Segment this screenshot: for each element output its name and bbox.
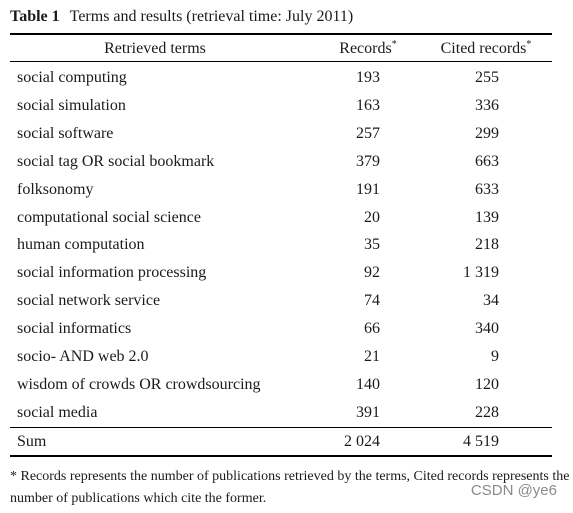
cited-cell: 633	[475, 180, 499, 198]
table-row	[10, 287, 552, 315]
term-cell: folksonomy	[17, 180, 94, 198]
records-cell: 163	[356, 96, 380, 114]
table-row	[10, 64, 552, 92]
table-row	[10, 148, 552, 176]
records-cell: 391	[356, 403, 380, 421]
table-row	[10, 371, 552, 399]
table-row	[10, 176, 552, 204]
records-cell: 20	[364, 208, 380, 226]
table-number: Table 1	[10, 8, 60, 25]
term-cell: social media	[17, 403, 98, 421]
cited-cell: 139	[475, 208, 499, 226]
header-rule	[10, 61, 552, 62]
watermark: CSDN @ye6	[470, 482, 557, 499]
sum-label: Sum	[17, 433, 47, 450]
table-row	[10, 204, 552, 232]
header-cited-records	[420, 35, 552, 63]
term-cell: computational social science	[17, 208, 201, 226]
header-records-marker: *	[391, 39, 397, 50]
cited-cell: 120	[475, 375, 499, 393]
term-cell: human computation	[17, 236, 145, 254]
term-cell: social informatics	[17, 320, 132, 338]
table-row	[10, 231, 552, 259]
cited-cell: 663	[475, 152, 499, 170]
cited-cell: 1 319	[463, 264, 499, 282]
records-cell: 140	[356, 375, 380, 393]
table-row	[10, 259, 552, 287]
table-row	[10, 343, 552, 371]
header-cited-marker: *	[526, 39, 532, 50]
cited-cell: 228	[475, 403, 499, 421]
table-title: Terms and results (retrieval time: July 2011)	[69, 8, 354, 25]
term-cell: socio- AND web 2.0	[17, 348, 149, 365]
term-cell: social computing	[17, 69, 127, 86]
sum-records: 2 024	[344, 433, 380, 450]
header-retrieved-terms: Retrieved terms	[104, 40, 206, 57]
records-cell: 257	[356, 124, 380, 142]
footnote-marker: *	[10, 469, 17, 484]
term-cell: wisdom of crowds OR crowdsourcing	[17, 375, 261, 393]
cited-cell: 299	[475, 124, 499, 142]
cited-cell: 34	[483, 292, 499, 310]
table-row	[10, 120, 552, 148]
footnote-text: Records represents the number of publications retrieved by the terms, Cited records represents the number of publications which cite the former.	[10, 469, 570, 506]
records-cell: 74	[364, 292, 380, 310]
records-cell: 21	[364, 348, 380, 365]
term-cell: social network service	[17, 292, 161, 310]
term-cell: social software	[17, 124, 114, 142]
header-records	[328, 35, 408, 63]
records-cell: 35	[364, 236, 380, 254]
cited-cell: 336	[475, 96, 499, 114]
table-row	[10, 315, 552, 343]
records-cell: 191	[356, 180, 380, 198]
cited-cell: 218	[475, 236, 499, 254]
table-header	[10, 35, 552, 63]
cited-cell: 9	[491, 348, 499, 365]
table-caption	[10, 8, 353, 26]
cited-cell: 340	[475, 320, 499, 338]
table-row	[10, 399, 552, 427]
term-cell: social simulation	[17, 96, 126, 114]
cited-cell: 255	[475, 69, 499, 86]
table-row	[10, 92, 552, 120]
header-records-label: Records	[339, 40, 392, 57]
bottom-rule	[10, 455, 552, 457]
sum-row	[10, 428, 552, 456]
term-cell: social tag OR social bookmark	[17, 152, 215, 170]
records-cell: 66	[364, 320, 380, 338]
records-cell: 379	[356, 152, 380, 170]
term-cell: social information processing	[17, 264, 207, 282]
sum-cited: 4 519	[463, 433, 499, 450]
header-cited-label: Cited records	[440, 40, 527, 57]
records-cell: 193	[356, 69, 380, 86]
records-cell: 92	[364, 264, 380, 282]
